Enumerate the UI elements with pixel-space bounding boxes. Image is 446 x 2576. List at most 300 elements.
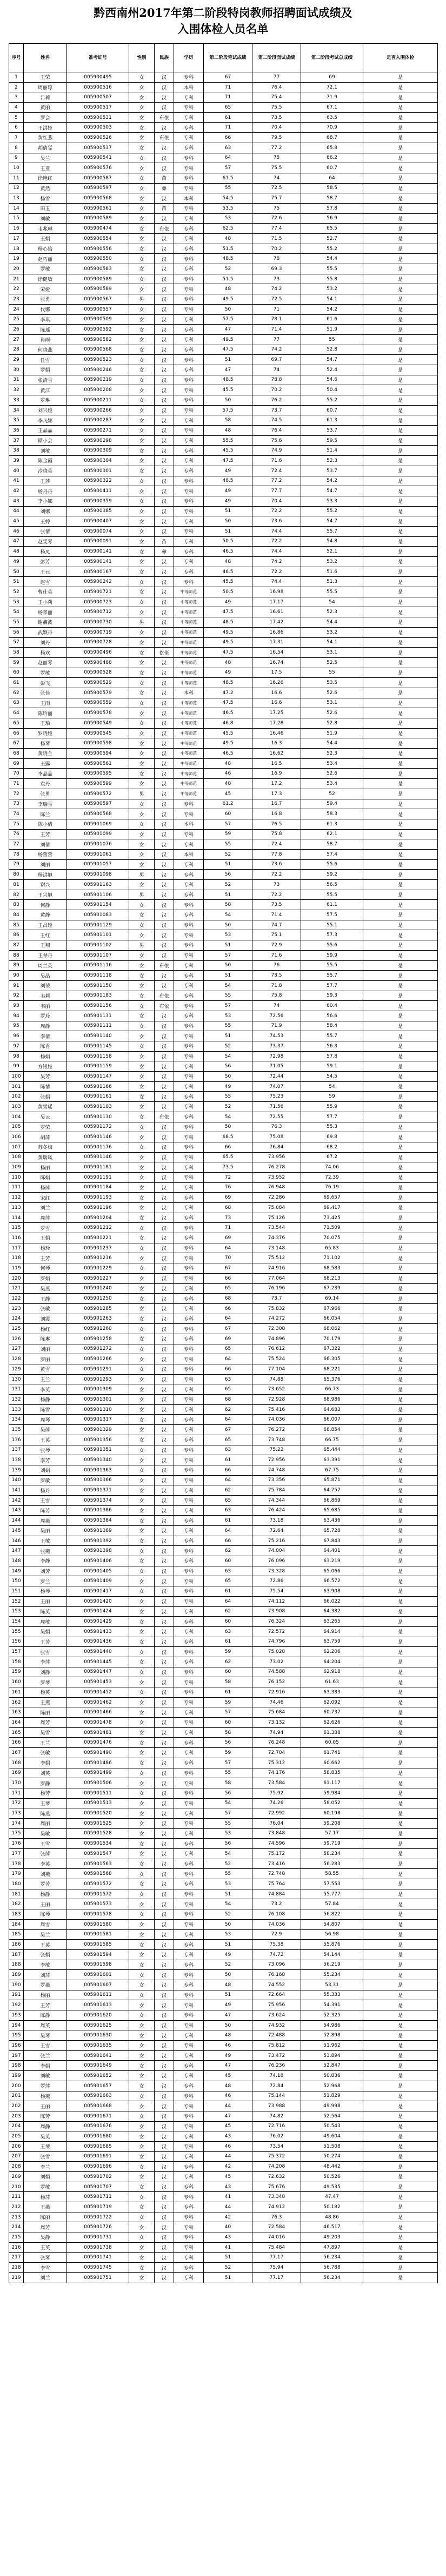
cell-total-score: 47.47: [301, 2192, 363, 2202]
cell-ethnicity: 汉: [155, 1021, 174, 1031]
cell-education: 专科: [174, 153, 204, 163]
table-row: [9, 2242, 438, 2252]
table-row: [9, 2010, 438, 2021]
cell-gender: 女: [129, 2091, 155, 2101]
table-row: [9, 920, 438, 930]
cell-total-score: 55.5: [301, 960, 363, 971]
cell-name: 刘敏: [24, 2071, 67, 2081]
cell-index: 59: [9, 657, 24, 668]
cell-education: 专科: [174, 1949, 204, 1960]
cell-ethnicity: 汉: [155, 1253, 174, 1263]
cell-ethnicity: 布依: [155, 1001, 174, 1011]
table-row: [9, 779, 438, 789]
cell-ethnicity: 汉: [155, 1516, 174, 1526]
cell-medical: 是: [363, 829, 438, 839]
cell-ticket: 005901098: [67, 870, 129, 880]
cell-name: 王荣: [24, 72, 67, 83]
cell-education: 专科: [174, 1536, 204, 1546]
cell-total-score: 53.7: [301, 466, 363, 476]
cell-gender: 女: [129, 415, 155, 426]
cell-name: 罗敏: [24, 2182, 67, 2192]
cell-education: 专科: [174, 2202, 204, 2212]
table-row: [9, 1940, 438, 1950]
cell-ticket: 005901625: [67, 2020, 129, 2030]
cell-ticket: 005900594: [67, 749, 129, 759]
cell-name: 张佳: [24, 688, 67, 698]
cell-index: 25: [9, 314, 24, 325]
cell-index: 183: [9, 1909, 24, 1920]
cell-gender: 女: [129, 1727, 155, 1738]
cell-education: 专科: [174, 1596, 204, 1606]
cell-gender: 女: [129, 1404, 155, 1415]
cell-index: 205: [9, 2131, 24, 2142]
cell-medical: 是: [363, 1798, 438, 1808]
cell-name: 杨丹丹: [24, 486, 67, 496]
cell-index: 208: [9, 2162, 24, 2172]
cell-ethnicity: 汉: [155, 345, 174, 355]
table-row: [9, 1243, 438, 1253]
table-row: [9, 456, 438, 466]
cell-interview-score: 72.64: [252, 1526, 301, 1536]
cell-name: 罗晓娅: [24, 728, 67, 738]
cell-ticket: 005901719: [67, 2202, 129, 2212]
cell-index: 178: [9, 1859, 24, 1869]
cell-ticket: 005901129: [67, 920, 129, 930]
cell-name: 周静: [24, 2121, 67, 2131]
cell-medical: 是: [363, 2121, 438, 2131]
cell-education: 专科: [174, 1677, 204, 1687]
cell-name: 罗兰: [24, 1576, 67, 1586]
cell-interview-score: 75: [252, 153, 301, 163]
table-row: [9, 395, 438, 406]
cell-gender: 女: [129, 1677, 155, 1687]
cell-index: 111: [9, 1182, 24, 1193]
cell-education: 专科: [174, 72, 204, 83]
cell-name: 陈琴: [24, 1909, 67, 1920]
cell-gender: 女: [129, 1516, 155, 1526]
cell-index: 161: [9, 1687, 24, 1698]
table-row: [9, 304, 438, 314]
cell-medical: 是: [363, 1899, 438, 1909]
cell-gender: 女: [129, 668, 155, 678]
cell-interview-score: 75.7: [252, 193, 301, 204]
cell-index: 204: [9, 2121, 24, 2131]
cell-ethnicity: 汉: [155, 1122, 174, 1132]
cell-interview-score: 17.17: [252, 597, 301, 607]
cell-written-score: 69: [204, 1233, 252, 1243]
cell-gender: 女: [129, 1324, 155, 1334]
cell-written-score: 67: [204, 1263, 252, 1274]
cell-written-score: 50: [204, 304, 252, 314]
cell-ethnicity: 汉: [155, 193, 174, 204]
table-row: [9, 1879, 438, 1889]
cell-medical: 是: [363, 870, 438, 880]
cell-total-score: 62.626: [301, 1718, 363, 1728]
cell-written-score: 50.5: [204, 587, 252, 597]
cell-gender: 女: [129, 1768, 155, 1778]
cell-ethnicity: 汉: [155, 1294, 174, 1304]
cell-ethnicity: 汉: [155, 1213, 174, 1223]
cell-written-score: 65: [204, 1495, 252, 1505]
table-row: [9, 738, 438, 749]
cell-interview-score: 73.5: [252, 900, 301, 910]
cell-interview-score: 75.416: [252, 1404, 301, 1415]
cell-ticket: 005901486: [67, 1758, 129, 1768]
cell-gender: 女: [129, 657, 155, 668]
cell-medical: 是: [363, 1203, 438, 1213]
table-row: [9, 870, 438, 880]
cell-ethnicity: 汉: [155, 1182, 174, 1193]
cell-ethnicity: 汉: [155, 688, 174, 698]
cell-name: 张敏: [24, 1748, 67, 1758]
cell-written-score: 60: [204, 1718, 252, 1728]
cell-index: 45: [9, 516, 24, 527]
cell-ticket: 005901580: [67, 1919, 129, 1929]
table-row: [9, 1425, 438, 1435]
cell-medical: 是: [363, 1051, 438, 1061]
cell-index: 210: [9, 2182, 24, 2192]
table-row: [9, 466, 438, 476]
cell-interview-score: 75.22: [252, 1445, 301, 1455]
cell-gender: 女: [129, 1213, 155, 1223]
cell-ethnicity: 汉: [155, 1233, 174, 1243]
cell-education: 专科: [174, 405, 204, 415]
cell-interview-score: 74.5: [252, 415, 301, 426]
cell-total-score: 55.9: [301, 1102, 363, 1112]
cell-ethnicity: 汉: [155, 1697, 174, 1707]
cell-education: 专科: [174, 890, 204, 900]
cell-medical: 是: [363, 1707, 438, 1718]
cell-interview-score: 74.82: [252, 2111, 301, 2121]
cell-total-score: 50.182: [301, 2202, 363, 2212]
cell-gender: 女: [129, 971, 155, 981]
cell-name: 赵巧丽: [24, 254, 67, 264]
cell-name: 刘丹: [24, 637, 67, 648]
cell-ethnicity: 彝: [155, 547, 174, 557]
cell-education: 专科: [174, 900, 204, 910]
cell-medical: 是: [363, 1384, 438, 1395]
cell-education: 专科: [174, 1556, 204, 1566]
cell-interview-score: 73.908: [252, 1606, 301, 1617]
cell-name: 肖雨: [24, 334, 67, 345]
cell-medical: 是: [363, 1132, 438, 1142]
cell-index: 193: [9, 2010, 24, 2021]
cell-ticket: 005901440: [67, 1647, 129, 1657]
table-row: [9, 2061, 438, 2071]
cell-index: 68: [9, 749, 24, 759]
table-row: [9, 1869, 438, 1879]
cell-index: 217: [9, 2252, 24, 2263]
cell-total-score: 56.5: [301, 880, 363, 890]
cell-total-score: 57.84: [301, 1899, 363, 1909]
cell-ethnicity: 汉: [155, 1303, 174, 1314]
cell-ethnicity: 汉: [155, 1980, 174, 1990]
cell-ethnicity: 汉: [155, 627, 174, 637]
cell-education: 专科: [174, 1606, 204, 1617]
cell-gender: 女: [129, 1667, 155, 1677]
cell-medical: 是: [363, 698, 438, 708]
cell-education: 专科: [174, 334, 204, 345]
cell-total-score: 55: [301, 334, 363, 345]
cell-interview-score: 72.928: [252, 1395, 301, 1405]
cell-index: 53: [9, 597, 24, 607]
cell-education: 专科: [174, 1223, 204, 1233]
cell-ticket: 005901266: [67, 1354, 129, 1364]
cell-ethnicity: 汉: [155, 1626, 174, 1637]
table-row: [9, 1344, 438, 1354]
cell-total-score: 61.388: [301, 1727, 363, 1738]
cell-name: 李娟: [24, 1758, 67, 1768]
cell-written-score: 57.5: [204, 314, 252, 325]
cell-name: 王元: [24, 567, 67, 577]
cell-interview-score: 74.4: [252, 577, 301, 587]
table-row: [9, 435, 438, 446]
cell-name: 张勇: [24, 789, 67, 799]
cell-medical: 是: [363, 466, 438, 476]
cell-medical: 是: [363, 849, 438, 859]
cell-ticket: 005901691: [67, 2151, 129, 2162]
cell-ticket: 005900526: [67, 133, 129, 143]
cell-gender: 女: [129, 435, 155, 446]
cell-index: 76: [9, 829, 24, 839]
cell-total-score: 67.843: [301, 1536, 363, 1546]
cell-index: 46: [9, 526, 24, 536]
cell-index: 116: [9, 1233, 24, 1243]
table-row: [9, 1970, 438, 1980]
cell-gender: 女: [129, 597, 155, 607]
cell-education: 专科: [174, 1314, 204, 1324]
cell-name: 刘霞: [24, 1314, 67, 1324]
cell-total-score: 56.234: [301, 2252, 363, 2263]
cell-written-score: 59: [204, 829, 252, 839]
cell-index: 88: [9, 950, 24, 960]
cell-name: 吴兰: [24, 153, 67, 163]
cell-name: 李娟: [24, 2061, 67, 2071]
cell-ticket: 005900730: [67, 617, 129, 628]
cell-written-score: 61: [204, 112, 252, 123]
cell-medical: 是: [363, 486, 438, 496]
cell-ticket: 005901741: [67, 2252, 129, 2263]
cell-interview-score: 75.94: [252, 2263, 301, 2273]
cell-name: 黄丽: [24, 103, 67, 113]
cell-medical: 是: [363, 789, 438, 799]
table-row: [9, 1172, 438, 1182]
table-row: [9, 1546, 438, 1556]
cell-ethnicity: 汉: [155, 1243, 174, 1253]
cell-education: 专科: [174, 112, 204, 123]
cell-ethnicity: 汉: [155, 1859, 174, 1869]
cell-education: 专科: [174, 1475, 204, 1485]
cell-total-score: 62.092: [301, 1697, 363, 1707]
cell-index: 97: [9, 1041, 24, 1052]
cell-name: 吴芳: [24, 1072, 67, 1082]
cell-written-score: 48.5: [204, 617, 252, 628]
cell-interview-score: 74.9: [252, 446, 301, 456]
table-row: [9, 1839, 438, 1849]
cell-ethnicity: 汉: [155, 274, 174, 284]
cell-medical: 是: [363, 1112, 438, 1122]
cell-written-score: 60: [204, 809, 252, 819]
cell-gender: 女: [129, 607, 155, 617]
cell-medical: 是: [363, 1919, 438, 1929]
cell-name: 王芳: [24, 829, 67, 839]
cell-education: 专科: [174, 1182, 204, 1193]
cell-index: 152: [9, 1596, 24, 1606]
cell-name: 何静: [24, 900, 67, 910]
cell-interview-score: 77.7: [252, 486, 301, 496]
cell-written-score: 47: [204, 325, 252, 335]
cell-index: 65: [9, 718, 24, 729]
cell-written-score: 41: [204, 2242, 252, 2252]
cell-ticket: 005901285: [67, 1303, 129, 1314]
cell-total-score: 70.9: [301, 123, 363, 133]
cell-medical: 是: [363, 1465, 438, 1475]
cell-written-score: 52: [204, 849, 252, 859]
cell-ethnicity: 汉: [155, 526, 174, 536]
cell-total-score: 51.9: [301, 325, 363, 335]
cell-medical: 是: [363, 708, 438, 718]
table-row: [9, 668, 438, 678]
cell-medical: 是: [363, 1485, 438, 1496]
cell-gender: 女: [129, 557, 155, 567]
cell-gender: 女: [129, 1072, 155, 1082]
cell-gender: 女: [129, 2182, 155, 2192]
cell-index: 190: [9, 1980, 24, 1990]
cell-ethnicity: 汉: [155, 1051, 174, 1061]
cell-gender: 女: [129, 849, 155, 859]
cell-interview-score: 72.572: [252, 1626, 301, 1637]
cell-total-score: 68.854: [301, 1425, 363, 1435]
cell-medical: 是: [363, 1758, 438, 1768]
cell-medical: 是: [363, 1475, 438, 1485]
cell-gender: 女: [129, 153, 155, 163]
cell-gender: 女: [129, 1193, 155, 1203]
cell-ticket: 005900509: [67, 314, 129, 325]
cell-interview-score: 74.07: [252, 1081, 301, 1092]
cell-written-score: 51: [204, 859, 252, 870]
cell-index: 213: [9, 2212, 24, 2222]
cell-interview-score: 74.46: [252, 1697, 301, 1707]
cell-interview-score: 75.784: [252, 1485, 301, 1496]
cell-medical: 是: [363, 244, 438, 254]
cell-ethnicity: 汉: [155, 375, 174, 385]
cell-name: 吴丽: [24, 1526, 67, 1536]
table-row: [9, 718, 438, 729]
cell-medical: 是: [363, 2192, 438, 2202]
cell-index: 17: [9, 234, 24, 244]
cell-ticket: 005901420: [67, 1596, 129, 1606]
cell-ticket: 005901236: [67, 1253, 129, 1263]
header-index: 序号: [9, 44, 24, 72]
cell-education: 专科: [174, 1617, 204, 1627]
cell-name: 周丽: [24, 1818, 67, 1828]
cell-name: 代娜: [24, 304, 67, 314]
table-row: [9, 264, 438, 274]
cell-written-score: 64: [204, 1314, 252, 1324]
cell-gender: 女: [129, 1849, 155, 1859]
cell-total-score: 57.5: [301, 910, 363, 920]
cell-medical: 是: [363, 1193, 438, 1203]
cell-ticket: 005901568: [67, 1869, 129, 1879]
cell-name: 刘丽: [24, 859, 67, 870]
cell-ethnicity: 汉: [155, 1404, 174, 1415]
cell-education: 专科: [174, 1031, 204, 1041]
cell-ethnicity: 汉: [155, 1354, 174, 1364]
cell-index: 87: [9, 940, 24, 951]
cell-total-score: 55.777: [301, 1889, 363, 1899]
cell-total-score: 74.06: [301, 1162, 363, 1173]
cell-gender: 女: [129, 1425, 155, 1435]
cell-education: 专科: [174, 1970, 204, 1980]
cell-interview-score: 74.036: [252, 1415, 301, 1425]
cell-total-score: 66.75: [301, 1435, 363, 1445]
cell-ethnicity: 汉: [155, 1061, 174, 1072]
cell-medical: 是: [363, 193, 438, 204]
cell-written-score: 56: [204, 1738, 252, 1748]
cell-education: 专科: [174, 234, 204, 244]
cell-ethnicity: 汉: [155, 2091, 174, 2101]
cell-interview-score: 73.584: [252, 1778, 301, 1788]
cell-gender: 女: [129, 1617, 155, 1627]
cell-gender: 女: [129, 2030, 155, 2041]
cell-index: 73: [9, 799, 24, 809]
cell-written-score: 72: [204, 1172, 252, 1182]
cell-name: 杨萍: [24, 1182, 67, 1193]
cell-ticket: 005900568: [67, 345, 129, 355]
cell-ethnicity: 汉: [155, 244, 174, 254]
cell-name: 王露: [24, 758, 67, 769]
cell-name: 张娟: [24, 1092, 67, 1102]
cell-medical: 是: [363, 2141, 438, 2151]
cell-total-score: 50.836: [301, 2071, 363, 2081]
cell-ticket: 005901563: [67, 1859, 129, 1869]
table-row: [9, 244, 438, 254]
cell-interview-score: 72.55: [252, 1112, 301, 1122]
cell-education: 专科: [174, 284, 204, 294]
cell-medical: 是: [363, 1738, 438, 1748]
cell-name: 张琴: [24, 2252, 67, 2263]
cell-index: 165: [9, 1727, 24, 1738]
table-row: [9, 1526, 438, 1536]
cell-index: 158: [9, 1657, 24, 1667]
cell-written-score: 76: [204, 1182, 252, 1193]
cell-index: 91: [9, 980, 24, 991]
table-row: [9, 1435, 438, 1445]
table-row: [9, 365, 438, 375]
table-row: [9, 173, 438, 183]
cell-total-score: 55.2: [301, 506, 363, 516]
table-row: [9, 1576, 438, 1586]
cell-written-score: 44: [204, 2202, 252, 2212]
cell-ethnicity: 汉: [155, 2212, 174, 2222]
table-row: [9, 960, 438, 971]
cell-name: 周静: [24, 1021, 67, 1031]
cell-gender: 女: [129, 819, 155, 829]
cell-ethnicity: 汉: [155, 607, 174, 617]
cell-interview-score: 71.9: [252, 1021, 301, 1031]
cell-ticket: 005901363: [67, 1465, 129, 1475]
cell-written-score: 55.5: [204, 435, 252, 446]
title-line-2: 入围体检人员名单: [177, 22, 269, 36]
cell-ticket: 005901738: [67, 2242, 129, 2252]
cell-ticket: 005901611: [67, 1990, 129, 2000]
cell-written-score: 47.5: [204, 456, 252, 466]
cell-education: 专科: [174, 103, 204, 113]
cell-written-score: 57.5: [204, 405, 252, 415]
cell-gender: 女: [129, 112, 155, 123]
cell-education: 专科: [174, 940, 204, 951]
cell-written-score: 49: [204, 496, 252, 506]
